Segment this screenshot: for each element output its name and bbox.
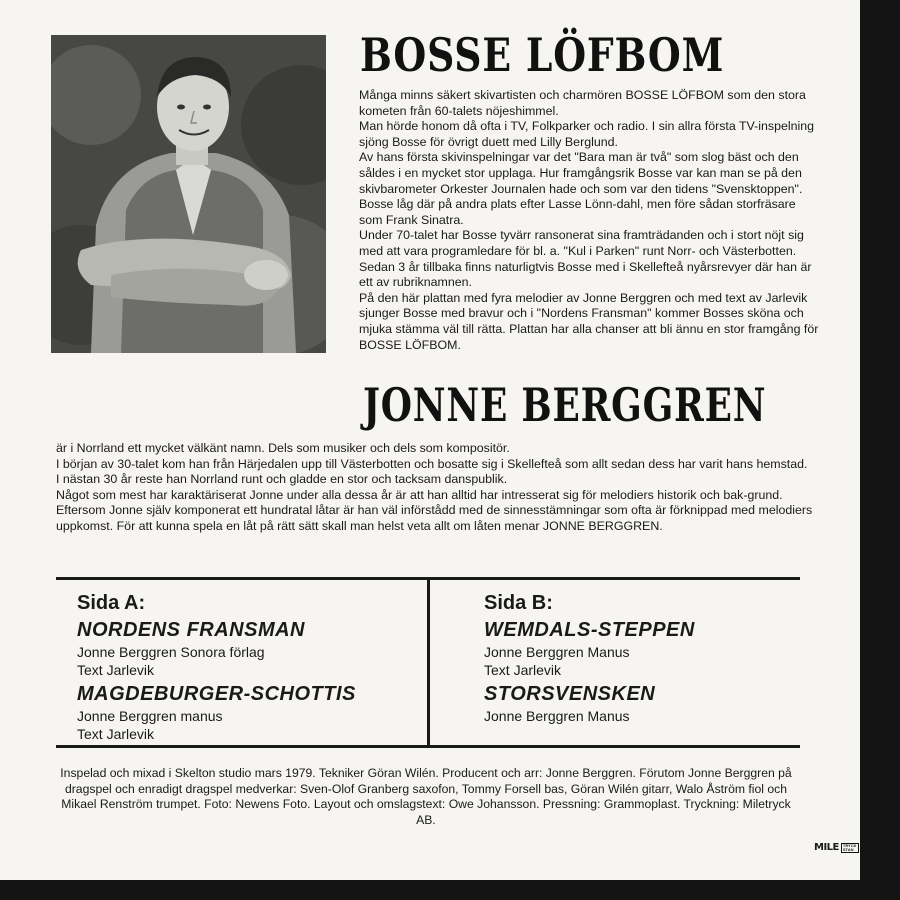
printer-logo-main: MILE — [814, 842, 839, 853]
production-credits: Inspelad och mixad i Skelton studio mars 1979. Tekniker Göran Wilén. Producent och arr: Jonne Berggren. Förutom Jonne Berggren på dragspel och enradigt dragspel medverkar: Sven-Olof Granberg saxofon, Tommy Forsell bas, Göran Wilén gitarr, Walo Åström fiol och Mikael Renström trumpet. Foto: Newens Foto. Layout och omslagstext: Owe Johansson. Pressning: Grammoplast. Tryckning: Miletryck AB. — [60, 766, 792, 827]
composer-name-heading: JONNE BERGGREN — [363, 378, 767, 432]
artist-photo — [51, 35, 326, 353]
printer-logo-sub-line: TRYCK — [842, 842, 857, 848]
artist-name-heading: BOSSE LÖFBOM — [360, 28, 725, 82]
artist-photo-illustration — [51, 35, 326, 353]
song-title: NORDENS FRANSMAN — [77, 619, 305, 641]
side-a-tracklist — [77, 592, 356, 743]
bio-paragraph: På den här plattan med fyra melodier av Jonne Berggren och med text av Jarlevik sjunger Bosse med bravur och i "Nordens Fransman" kommer Bosses sköna och mjuka stämma väl till rätta. Plattan har alla chanser att bli ännu en stor framgång för BOSSE LÖFBOM. — [359, 290, 819, 352]
bio-paragraph: Man hörde honom då ofta i TV, Folkparker och radio. I sin allra första TV-inspelning sjöng Bosse för övrigt duett med Lilly Berglund. — [359, 119, 815, 149]
composer-paragraph: Eftersom Jonne själv komponerat ett hundratal låtar är han väl införstådd med de sinnesstämningar som ofta är förknippad med melodiers uppkomst. För att kunna spela en låt på rätt sätt skall man helst veta allt om låten menar JONNE BERGGREN. — [56, 503, 813, 533]
song-credit: Text Jarlevik — [484, 662, 562, 678]
composer-paragraph: I början av 30-talet kom han från Härjedalen upp till Västerbotten och bosatte sig i Skellefteå som allt sedan dess har varit hans hemstad. — [56, 456, 808, 471]
song-credit: Text Jarlevik — [77, 662, 155, 678]
composer-paragraph: är i Norrland ett mycket välkänt namn. Dels som musiker och dels som kompositör. — [56, 441, 510, 455]
song-credit: Jonne Berggren Manus — [484, 644, 630, 660]
song-credit: Jonne Berggren Manus — [484, 708, 630, 724]
bio-paragraph: Sedan 3 år tillbaka finns naturligtvis Bosse med i Skellefteå nyårsrevyer där han är ett av rubriknamnen. — [359, 259, 812, 290]
tracklist-bottom-rule — [56, 745, 800, 748]
bio-paragraph: Under 70-talet har Bosse tyvärr ransonerat sina framträdanden och i stort nöjt sig med att vara programledare för bl. a. "Kul i Parken" runt Norr- och Västerbotten. — [359, 228, 804, 258]
song-title: MAGDEBURGER-SCHOTTIS — [77, 683, 356, 705]
printer-logo-sub-line: STAN — [842, 846, 854, 852]
tracklist-divider — [427, 578, 430, 748]
side-b-tracklist — [484, 592, 695, 725]
song-credit: Jonne Berggren manus — [77, 708, 223, 724]
song-credit: Text Jarlevik — [77, 726, 155, 742]
composer-paragraph: Något som mest har karaktäriserat Jonne under alla dessa år är att han alltid har intresserat sig för melodiers historik och bak-grund. — [56, 487, 783, 502]
song-title: WEMDALS-STEPPEN — [484, 619, 695, 641]
artist-biography — [359, 88, 819, 353]
printer-logo-sub — [841, 843, 859, 853]
side-a-label: Sida A: — [77, 592, 146, 614]
bio-paragraph: Av hans första skivinspelningar var det "Bara man är två" som slog bäst och den såldes i en mycket stor upplaga. Hur framgångsrik Bosse var kan man se på den skivbarometer Orkester Journalen hade och som var den tidens "Svensktoppen". Bosse låg där på andra plats efter Lasse Lönn-dahl, men före sådan storfräsare som Frank Sinatra. — [359, 150, 803, 227]
song-credit: Jonne Berggren Sonora förlag — [77, 644, 265, 660]
composer-biography — [56, 441, 816, 535]
song-title: STORSVENSKEN — [484, 683, 656, 705]
side-b-label: Sida B: — [484, 592, 553, 614]
composer-paragraph: I nästan 30 år reste han Norrland runt och gladde en stor och tacksam danspublik. — [56, 472, 508, 487]
printer-logo — [814, 842, 859, 853]
bio-paragraph: Många minns säkert skivartisten och charmören BOSSE LÖFBOM som den stora kometen från 60-talets nöjeshimmel. — [359, 88, 806, 118]
